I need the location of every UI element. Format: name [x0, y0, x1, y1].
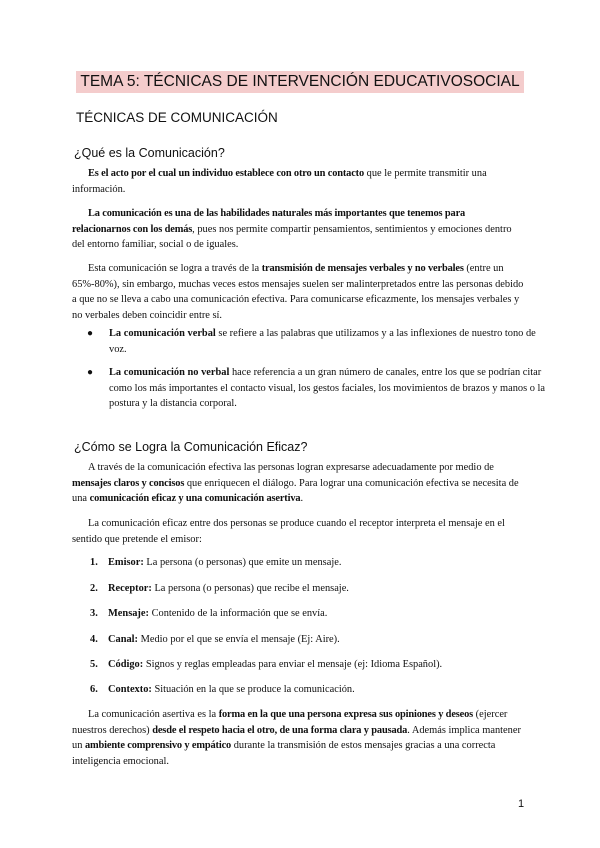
- item-number: 4.: [90, 634, 98, 645]
- bold-text: desde el respeto hacia el otro, de una forma clara y pausada: [152, 724, 408, 736]
- document-title: TEMA 5: TÉCNICAS DE INTERVENCIÓN EDUCATIVOSOCIAL: [76, 71, 523, 93]
- item-number: 5.: [90, 659, 98, 670]
- text: se refiere a las palabras que utilizamos y a las inflexiones de nuestro tono de voz.: [109, 328, 536, 355]
- text: .: [300, 493, 304, 505]
- text: Contenido de la información que se envía.: [148, 608, 328, 619]
- paragraph-definition: [72, 166, 524, 197]
- bold-text: transmisión de mensajes verbales y no verbales: [261, 263, 464, 274]
- paragraph-natural-skill: [72, 206, 524, 253]
- text: durante la transmisión de estos mensajes gracias a una correcta inteligencia emocional.: [72, 740, 496, 767]
- page-number: 1: [518, 798, 525, 810]
- text: , pues nos permite compartir pensamientos, sentimientos y emociones dentro del entorno familiar, social o de iguales.: [72, 223, 512, 251]
- item-number: 1.: [90, 557, 98, 568]
- bold-text: Código:: [108, 659, 144, 670]
- list-item: [90, 657, 538, 673]
- bullet-icon: ●: [87, 367, 94, 378]
- text: La persona (o personas) que recibe el mensaje.: [151, 583, 349, 594]
- text: Signos y reglas empleadas para enviar el mensaje (ej: Idioma Español).: [143, 659, 443, 670]
- bold-text: forma en la que una persona expresa sus opiniones y deseos: [218, 709, 474, 720]
- text: Esta comunicación se logra a través de la: [88, 263, 262, 274]
- bold-text: Canal:: [108, 634, 139, 645]
- text: que enriquecen el diálogo. Para lograr una comunicación efectiva se necesita de una: [72, 477, 519, 505]
- bold-text: Receptor:: [108, 583, 152, 594]
- paragraph-verbal-nonverbal: [72, 261, 524, 323]
- list-item: [90, 581, 538, 597]
- bold-text: comunicación eficaz y una comunicación asertiva: [89, 493, 301, 505]
- text: (ejercer nuestros derechos): [72, 709, 508, 736]
- list-item: [82, 326, 549, 357]
- bold-text: Emisor:: [108, 557, 144, 568]
- list-item: [82, 365, 549, 412]
- heading-what-is-communication: ¿Qué es la Comunicación?: [74, 146, 225, 160]
- list-item: [90, 682, 538, 698]
- text: hace referencia a un gran número de canales, entre los que se podrían citar como los más importantes el contacto visual, los gestos faciales, los movimientos de brazos y manos o la postura y la distancia corporal.: [109, 367, 546, 410]
- list-item: [90, 555, 538, 571]
- bold-text: La comunicación es una de las habilidades naturales más importantes que tenemos para relacionarnos con los demás: [72, 208, 466, 235]
- text: que le permite transmitir una información.: [72, 168, 487, 195]
- list-item: [90, 606, 538, 622]
- item-number: 6.: [90, 684, 98, 695]
- paragraph-effective: [72, 460, 524, 507]
- bold-text: La comunicación no verbal: [109, 367, 230, 378]
- paragraph-assertive: [72, 707, 524, 769]
- item-number: 3.: [90, 608, 98, 619]
- bold-text: ambiente comprensivo y empático: [85, 740, 232, 752]
- text: A través de la comunicación efectiva las personas logran expresarse adecuadamente por medio de: [88, 462, 494, 473]
- bold-text: La comunicación verbal: [109, 328, 216, 339]
- text: . Además implica mantener un: [72, 724, 521, 752]
- bold-text: Mensaje:: [108, 608, 149, 619]
- text: Medio por el que se envía el mensaje (Ej: Aire).: [138, 634, 340, 645]
- text: Situación en la que se produce la comunicación.: [151, 684, 355, 695]
- paragraph-efficient: La comunicación eficaz entre dos personas se produce cuando el receptor interpreta el mensaje en el sentido que pretende el emisor:: [72, 518, 505, 545]
- bullet-icon: ●: [87, 328, 94, 339]
- bold-text: Es el acto por el cual un individuo establece con otro un contacto: [88, 168, 365, 179]
- item-number: 2.: [90, 583, 98, 594]
- title-container: [0, 71, 600, 93]
- text: La comunicación asertiva es la: [88, 709, 219, 720]
- heading-effective-communication: ¿Cómo se Logra la Comunicación Eficaz?: [74, 440, 308, 454]
- section-title: TÉCNICAS DE COMUNICACIÓN: [76, 110, 278, 125]
- list-item: [90, 632, 538, 648]
- bold-text: Contexto:: [108, 684, 152, 695]
- text: (entre un 65%-80%), sin embargo, muchas veces estos mensajes suelen ser malinterpretados entre las personas debido a que no se lleva a cabo una comunicación efectiva. Para comunicarse eficazmente, los mensajes verbales y no verbales deben coincidir entre sí.: [72, 263, 524, 321]
- text: La persona (o personas) que emite un mensaje.: [143, 557, 342, 568]
- bold-text: mensajes claros y concisos: [72, 477, 185, 489]
